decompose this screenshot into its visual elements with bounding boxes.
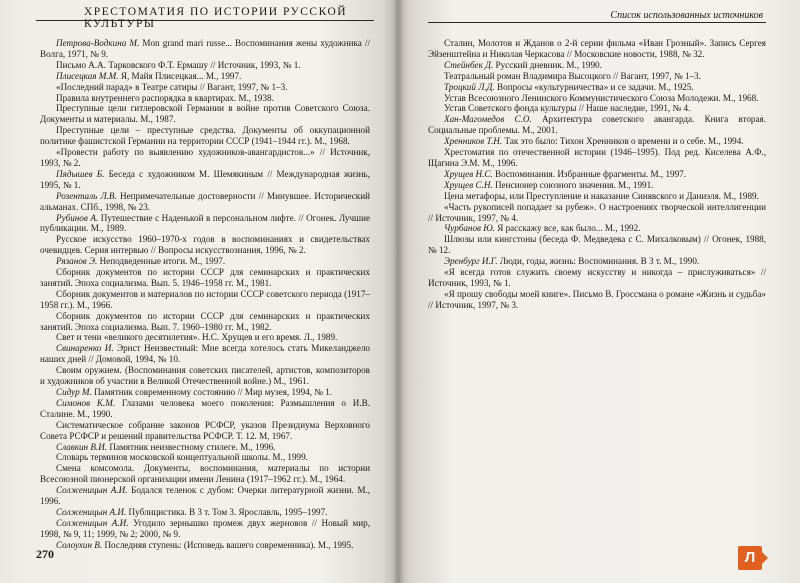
entry-text: Так это было: Тихон Хренников о времени и о себе. М., 1994. bbox=[504, 136, 744, 147]
bibliography-entry bbox=[428, 103, 766, 114]
entry-text: Памятник неизвестному стилеге. М., 1996. bbox=[109, 441, 276, 452]
bibliography-entry bbox=[428, 180, 766, 191]
entry-text: Сборник документов и материалов по истории СССР советского периода (1917–1958 гг.). М., 1966. bbox=[40, 288, 370, 310]
entry-text: Mon grand mari russe... Воспоминания жены художника //Волга, 1971, № 9. bbox=[40, 38, 370, 59]
entry-author: Плисецкая М.М. bbox=[56, 70, 119, 81]
entry-text: Систематическое собрание законов РСФСР, указов Президиума Верховного Совета РСФСР и решений правительства РСФСР. Т. 12. М, 1967. bbox=[40, 419, 370, 441]
entry-author: Эренбург И.Г. bbox=[444, 256, 498, 267]
bibliography-entry bbox=[40, 103, 370, 125]
bibliography-entry bbox=[428, 147, 766, 169]
header-rule bbox=[428, 22, 766, 23]
bibliography-entry bbox=[428, 169, 766, 180]
bibliography-entry bbox=[428, 267, 766, 289]
bibliography-entry bbox=[428, 38, 766, 60]
bibliography-entry bbox=[428, 71, 766, 82]
entry-text: «Последний парад» в Театре сатиры // Вагант, 1997, № 1–3. bbox=[56, 81, 288, 92]
bibliography-entry bbox=[40, 485, 370, 507]
entry-author: Петрова-Водкина М. bbox=[56, 38, 140, 48]
bibliography-entry bbox=[428, 234, 766, 256]
entry-text: Публицистика. В 3 т. Том 3. Ярославль, 1995–1997. bbox=[128, 506, 328, 517]
entry-author: Хрущев С.Н. bbox=[444, 179, 493, 190]
bibliography-entry bbox=[428, 114, 766, 136]
bibliography-entry bbox=[40, 60, 370, 71]
entry-text: Я, Майя Плисецкая... М., 1997. bbox=[120, 70, 242, 81]
entry-text: Пенсионер союзного значения. М., 1991. bbox=[495, 179, 654, 190]
entry-author: Стейнбек Д. bbox=[444, 59, 494, 70]
bibliography-entry bbox=[40, 452, 370, 463]
bibliography-entry bbox=[428, 202, 766, 224]
bibliography-list-left bbox=[40, 38, 370, 551]
bibliography-entry bbox=[40, 213, 370, 235]
entry-text: «Провести работу по выявлению художников-авангардистов...» // Источник, 1993, № 2. bbox=[40, 147, 370, 168]
entry-text: Словарь терминов московской концептуальной школы. М., 1999. bbox=[56, 452, 308, 463]
bibliography-entry bbox=[40, 365, 370, 387]
entry-text: Хрестоматия по отечественной истории (1946–1995). Под ред. Киселева А.Ф., Щагина Э.М. М., 1996. bbox=[428, 147, 766, 168]
bibliography-entry bbox=[40, 147, 370, 169]
bibliography-entry bbox=[40, 518, 370, 540]
bibliography-entry bbox=[40, 507, 370, 518]
bibliography-entry bbox=[40, 38, 370, 60]
entry-text: Сталин, Молотов и Жданов о 2-й серии фильма «Иван Грозный». Запись Сергея Эйзенштейна и Николая Черкасова // Московские новости, 1988, № 32. bbox=[428, 38, 766, 59]
entry-text: Цена метафоры, или Преступление и наказание Синявского и Даниэля. М., 1989. bbox=[444, 190, 759, 201]
running-head-right: Список использованных источников bbox=[610, 10, 763, 21]
bibliography-entry bbox=[428, 93, 766, 104]
bibliography-entry bbox=[428, 82, 766, 93]
bibliography-list-right bbox=[428, 38, 766, 311]
left-page bbox=[0, 0, 398, 583]
entry-text: Угодило зернышко промеж двух жерновов // Новый мир, 1998, № 9, 11; 1999, № 2; 2000, № 9. bbox=[40, 517, 371, 539]
bibliography-entry bbox=[428, 223, 766, 234]
entry-text: Русский дневник. М., 1990. bbox=[495, 59, 602, 70]
entry-author: Пядышев Б. bbox=[56, 168, 105, 179]
bibliography-entry bbox=[40, 93, 370, 104]
book-gutter bbox=[392, 0, 404, 583]
entry-author: Хан-Магомедов С.О. bbox=[444, 114, 532, 125]
entry-text: Преступные цели – преступные средства. Документы об оккупационной политике фашистской Германии на территории СССР (1941–1944 гг.). М., 1968. bbox=[40, 125, 370, 147]
running-head-left: ХРЕСТОМАТИЯ ПО ИСТОРИИ РУССКОЙ КУЛЬТУРЫ bbox=[84, 6, 348, 30]
entry-text: Неподведенные итоги. М., 1997. bbox=[99, 256, 226, 267]
entry-author: Симонов К.М. bbox=[56, 397, 116, 408]
entry-author: Солженицын А.И. bbox=[56, 517, 129, 528]
entry-text: Устав Всесоюзного Ленинского Коммунистического Союза Молодежи. М., 1968. bbox=[444, 92, 759, 103]
entry-text: Правила внутреннего распорядка в квартирах. М., 1938. bbox=[56, 92, 274, 103]
entry-text: Устав Советского фонда культуры // Наше наследие, 1991, № 4. bbox=[444, 103, 691, 114]
bibliography-entry bbox=[40, 387, 370, 398]
entry-text: Шлюзы или кингстоны (беседа Ф. Медведева с С. Михалковым) // Огонек, 1988, № 12. bbox=[428, 234, 766, 256]
entry-text: «Я всегда готов служить своему искусству и никогда – прислуживаться» // Источник, 1993, № 1. bbox=[428, 267, 766, 288]
entry-text: Сборник документов по истории СССР для семинарских и практических занятий. Эпоха социализма. Вып. 7. 1960–1980 гг. М., 1982. bbox=[40, 310, 370, 332]
entry-author: Сидур М. bbox=[56, 387, 92, 397]
entry-text: Путешествие с Наденькой в персональном лифте. // Огонек. Лучшие публикации. М., 1989. bbox=[40, 212, 371, 234]
entry-author: Хрущев Н.С. bbox=[444, 168, 493, 179]
entry-text: Архитектура советского авангарда. Книга вторая. Социальные проблемы. М., 2001. bbox=[428, 114, 767, 136]
entry-author: Рубинов А. bbox=[56, 212, 99, 223]
bibliography-entry bbox=[40, 234, 370, 256]
bibliography-entry bbox=[428, 289, 766, 311]
entry-author: Чурбанов Ю. bbox=[444, 223, 495, 234]
bibliography-entry bbox=[40, 256, 370, 267]
bibliography-entry bbox=[40, 463, 370, 485]
entry-text: Люди, годы, жизнь: Воспоминания. В 3 т. М., 1990. bbox=[499, 256, 700, 267]
entry-text: «Я прошу свободы моей книге». Письмо В. Гроссмана о романе «Жизнь и судьба» // Источник, 1997, № 3. bbox=[428, 288, 766, 310]
entry-text: Преступные цели гитлеровской Германии в войне против Советского Союза. Документы и материалы. М., 1987. bbox=[40, 103, 370, 125]
bibliography-entry bbox=[428, 191, 766, 202]
entry-text: Воспоминания. Избранные фрагменты. М., 1997. bbox=[495, 168, 687, 179]
entry-text: «Часть рукописей попадает за рубеж». О настроениях творческой интеллигенции // Источник, 1997, № 4. bbox=[428, 201, 766, 223]
header-rule bbox=[36, 20, 374, 21]
entry-author: Солженицын А.И. bbox=[56, 506, 127, 517]
bibliography-entry bbox=[40, 267, 370, 289]
entry-text: Беседа с художником М. Шемякиным // Международная жизнь, 1995, № 1. bbox=[40, 168, 370, 190]
right-page bbox=[398, 0, 800, 583]
entry-text: Эрнст Неизвестный: Мне всегда хотелось стать Микеланджело наших дней // Домовой, 1994, № 10. bbox=[40, 343, 370, 365]
entry-author: Солоухин В. bbox=[56, 539, 103, 550]
entry-author: Рязанов Э. bbox=[56, 256, 98, 267]
entry-author: Солженицын А.И. bbox=[56, 485, 128, 496]
entry-text: Непримечательные достоверности // Минувшее. Исторический альманах. СПб., 1998, № 23. bbox=[40, 190, 371, 212]
bibliography-entry bbox=[40, 191, 370, 213]
entry-text: Смена комсомола. Документы, воспоминания, материалы по истории Всесоюзной пионерской организации имени Ленина (1917–1962 гг.). М., 1964. bbox=[40, 463, 370, 485]
bibliography-entry bbox=[40, 311, 370, 333]
entry-text: Последняя ступень: (Исповедь вашего современника). М., 1995. bbox=[104, 539, 354, 550]
page-number: 270 bbox=[36, 547, 54, 561]
entry-text: Вопросы «культурничества» и се задачи. М., 1925. bbox=[497, 81, 694, 92]
entry-text: Театральный роман Владимира Высоцкого // Вагант, 1997, № 1–3. bbox=[444, 70, 701, 81]
bibliography-entry bbox=[40, 540, 370, 551]
entry-text: Свет и тени «великого десятилетия». Н.С. Хрущев и его время. Л., 1989. bbox=[56, 332, 338, 343]
bibliography-entry bbox=[40, 343, 370, 365]
entry-text: Памятник современному состоянию // Мир музея, 1994, № 1. bbox=[94, 387, 333, 397]
bibliography-entry bbox=[428, 256, 766, 267]
bibliography-entry bbox=[40, 125, 370, 147]
publisher-logo: Л bbox=[738, 546, 762, 570]
bibliography-entry bbox=[40, 332, 370, 343]
entry-author: Хренников Т.Н. bbox=[444, 136, 503, 147]
bibliography-entry bbox=[40, 289, 370, 311]
entry-text: Глазами человека моего поколения: Размышления о И.В. Сталине. М., 1990. bbox=[40, 397, 370, 419]
bibliography-entry bbox=[40, 169, 370, 191]
bibliography-entry bbox=[40, 442, 370, 453]
entry-author: Розенталь Л.В. bbox=[56, 190, 117, 201]
bibliography-entry bbox=[40, 420, 370, 442]
entry-author: Троцкий Л.Д. bbox=[444, 81, 495, 92]
entry-author: Свинаренко И. bbox=[56, 343, 114, 354]
entry-text: Бодался теленок с дубом: Очерки литературной жизни. М., 1996. bbox=[40, 485, 371, 507]
entry-text: Сборник документов по истории СССР для семинарских и практических занятий. Эпоха социализма. Вып. 5. 1946–1958 гг. М., 1981. bbox=[40, 267, 370, 288]
bibliography-entry bbox=[40, 398, 370, 420]
bibliography-entry bbox=[40, 71, 370, 82]
bibliography-entry bbox=[428, 136, 766, 147]
entry-text: Своим оружием. (Воспоминания советских писателей, артистов, композиторов и художников об участии в Великой Отечественной войне.) М., 1961. bbox=[40, 365, 370, 387]
entry-text: Письмо А.А. Тарковского Ф.Т. Ермашу // Источник, 1993, № 1. bbox=[56, 59, 301, 70]
bibliography-entry bbox=[428, 60, 766, 71]
entry-text: Русское искусство 1960–1970-х годов в воспоминаниях и свидетельствах очевидцев. Серия интервью // Вопросы искусствознания, 1996, № 2. bbox=[40, 234, 370, 256]
entry-text: Я расскажу все, как было... М., 1992. bbox=[497, 223, 641, 234]
entry-author: Славкин В.И. bbox=[56, 441, 108, 452]
bibliography-entry bbox=[40, 82, 370, 93]
